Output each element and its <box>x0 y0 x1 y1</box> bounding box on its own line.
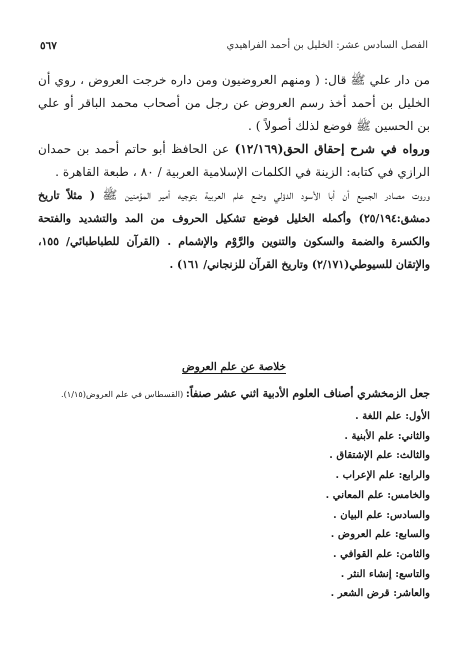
list-item: والثاني: علم الأبنية . <box>344 429 430 442</box>
list-item: والعاشر: قرض الشعر . <box>330 587 430 600</box>
section-intro-reference: (القسطاس في علم العروض(١/١٥). <box>61 389 186 399</box>
paragraph-2-bold: ورواه في شرح إحقاق الحق(١٢/١٦٩) <box>234 142 430 156</box>
list-item: والتاسع: إنشاء النثر . <box>340 567 430 580</box>
list-item: والثالث: علم الإشتقاق . <box>329 449 430 462</box>
sciences-list <box>50 407 430 604</box>
list-item: والخامس: علم المعاني . <box>325 488 430 501</box>
paragraph-2-rest: عن الحافظ أبو حاتم أحمد بن حمدان الرازي في كتابه: الزينة في الكلمات الإسلامية العربية / ٨٠ ، طبعة القاهرة . <box>38 142 430 179</box>
running-header <box>40 38 428 54</box>
page-number: ٥٦٧ <box>40 40 57 52</box>
list-item: والسادس: علم البيان . <box>333 508 430 521</box>
section-heading-text: خلاصة عن علم العروض <box>182 361 286 373</box>
list-item: والثامن: علم القوافي . <box>333 547 430 560</box>
list-item: والسابع: علم العروض . <box>330 528 430 541</box>
paragraph-2 <box>38 138 430 184</box>
running-title: الفصل السادس عشر: الخليل بن أحمد الفراهيدي <box>226 40 428 51</box>
body-text <box>38 69 430 276</box>
paragraph-3 <box>38 184 430 276</box>
section-intro <box>38 385 430 403</box>
paragraph-3-lead: وروت مصادر الجميع أن أبا الأسود الدؤلي وضع علم العربية بتوجيه أمير المؤمنين ﷺ <box>102 188 430 202</box>
paragraph-1: من دار علي ﷺ قال: ( ومنهم العروضيون ومن داره خرجت العروض ، روي أن الخليل بن أحمد أخذ رسم العروض عن رجل من أصحاب محمد الباقر أو علي بن الحسين ﷺ فوضع لذلك أصولاً ) . <box>38 73 430 133</box>
list-item: الأول: علم اللغة . <box>355 410 430 422</box>
section-intro-text: جعل الزمخشري أصناف العلوم الأدبية اثني عشر صنفاً: <box>185 387 430 400</box>
list-item: والرابع: علم الإعراب . <box>335 469 430 482</box>
paragraph-3-bold: ( مثلاً تاريخ دمشق:٢٥/١٩٤) وأكمله الخليل فوضع تشكيل الحروف من المد والتشديد والفتحة والكسرة والضمة والسكون والتنوين والرَّوْم والإشمام . (القرآن للطباطبائي/ ١٥٥، والإتقان للسيوطي(٢/١٧١) وتاريخ القرآن للزنجاني/ ١٦١) . <box>38 189 430 271</box>
section-heading <box>0 361 468 373</box>
